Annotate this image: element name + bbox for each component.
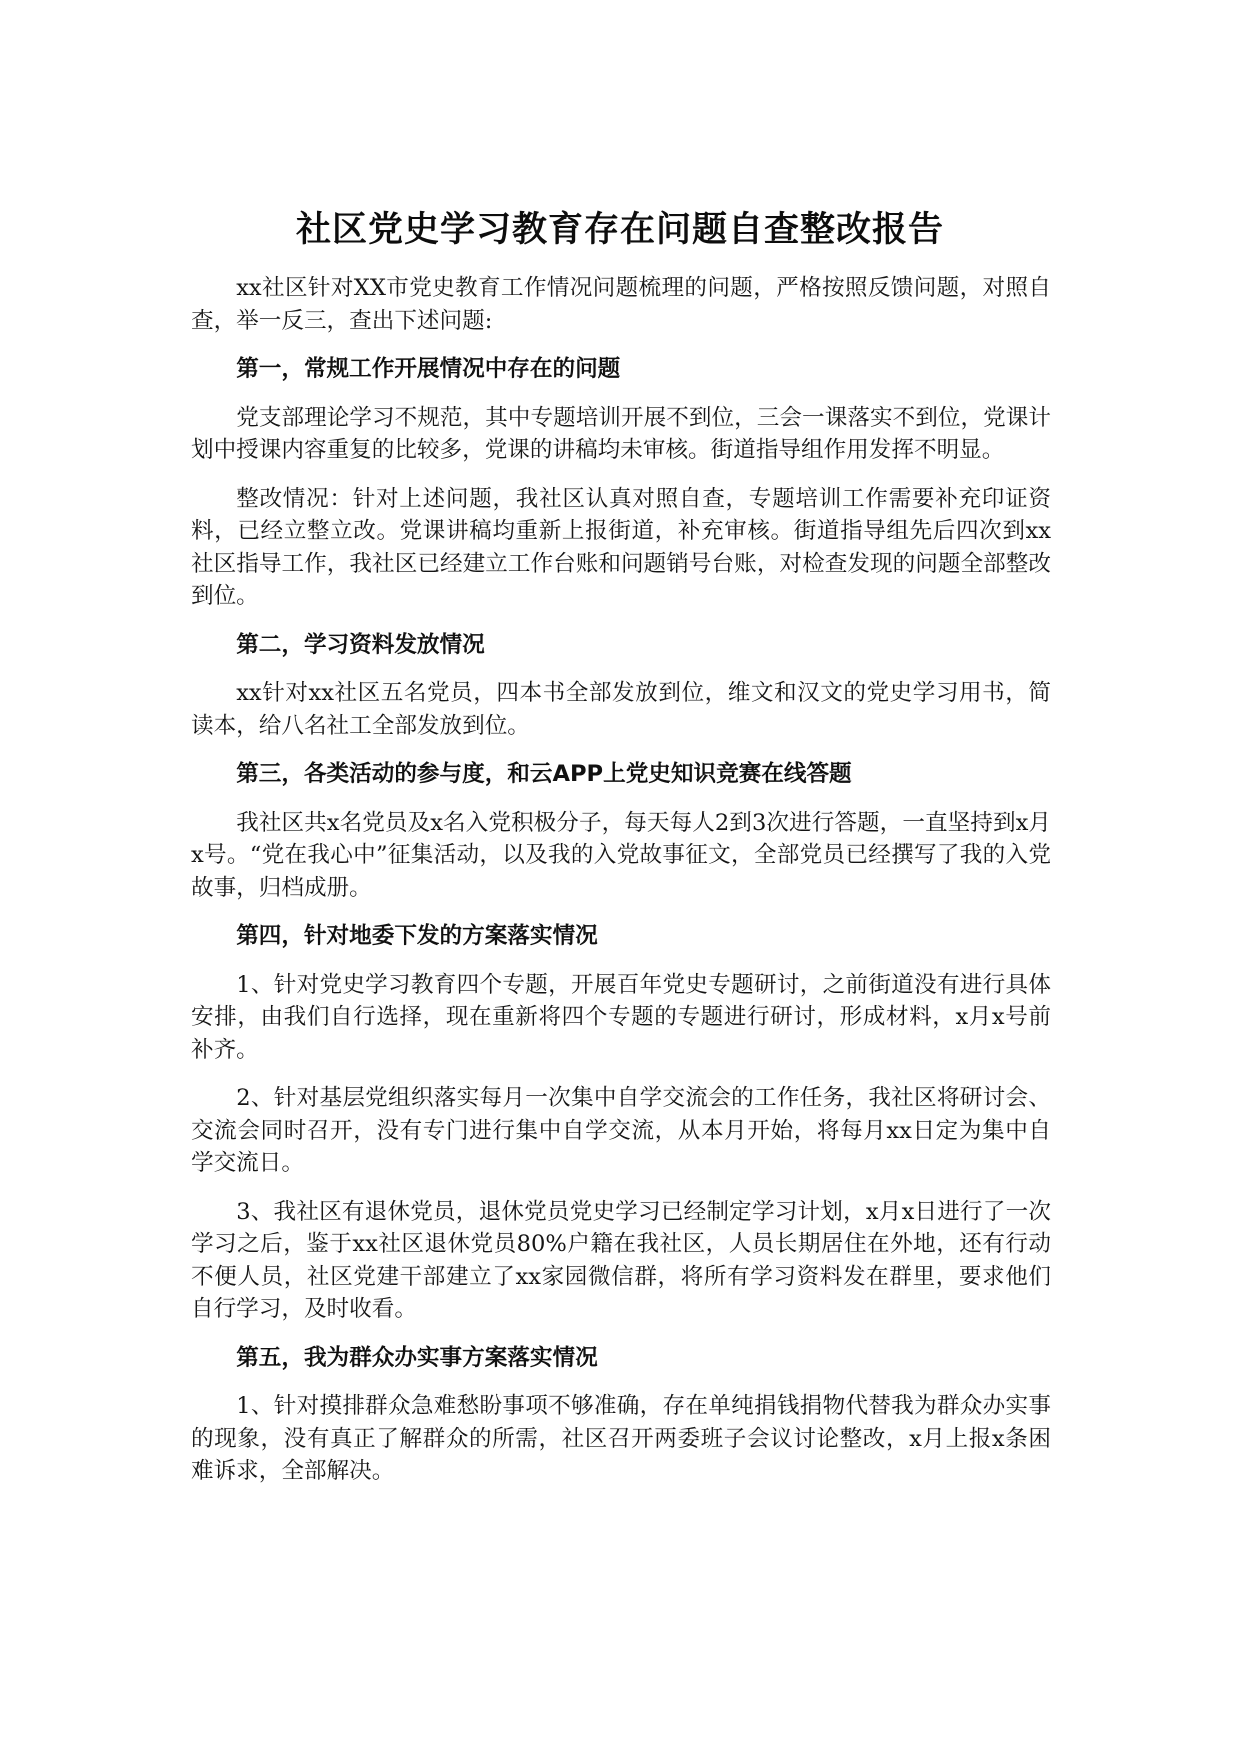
section-heading: 第四，针对地委下发的方案落实情况 xyxy=(236,923,598,949)
section-heading: 第三，各类活动的参与度，和云APP上党史知识竞赛在线答题 xyxy=(236,761,852,787)
intro-paragraph: xx社区针对XX市党史教育工作情况问题梳理的问题，严格按照反馈问题，对照自查，举一反三，查出下述问题: xyxy=(191,275,1051,334)
body-paragraph: 3、我社区有退休党员，退休党员党史学习已经制定学习计划，x月x日进行了一次学习之后，鉴于xx社区退休党员80%户籍在我社区，人员长期居住在外地，还有行动不便人员，社区党建干部建立了xx家园微信群，将所有学习资料发在群里，要求他们自行学习，及时收看。 xyxy=(191,1198,1051,1322)
section-heading: 第二，学习资料发放情况 xyxy=(236,631,485,658)
document-body xyxy=(191,272,1051,1504)
body-paragraph: 1、针对摸排群众急难愁盼事项不够准确，存在单纯捐钱捐物代替我为群众办实事的现象，没有真正了解群众的所需，社区召开两委班子会议讨论整改，x月上报x条困难诉求，全部解决。 xyxy=(191,1393,1051,1484)
body-paragraph: 2、针对基层党组织落实每月一次集中自学交流会的工作任务，我社区将研讨会、交流会同时召开，没有专门进行集中自学交流，从本月开始，将每月xx日定为集中自学交流日。 xyxy=(191,1085,1051,1176)
body-paragraph: 1、针对党史学习教育四个专题，开展百年党史专题研讨，之前街道没有进行具体安排，由我们自行选择，现在重新将四个专题的专题进行研讨，形成材料，x月x号前补齐。 xyxy=(191,971,1051,1063)
section-heading: 第一，常规工作开展情况中存在的问题 xyxy=(236,356,621,382)
body-paragraph: 党支部理论学习不规范，其中专题培训开展不到位，三会一课落实不到位，党课计划中授课内容重复的比较多，党课的讲稿均未审核。街道指导组作用发挥不明显。 xyxy=(191,404,1051,463)
section-heading: 第五，我为群众办实事方案落实情况 xyxy=(236,1344,598,1371)
document-title: 社区党史学习教育存在问题自查整改报告 xyxy=(295,210,944,250)
body-paragraph: 我社区共x名党员及x名入党积极分子，每天每人2到3次进行答题，一直坚持到x月x号。“党在我心中”征集活动，以及我的入党故事征文，全部党员已经撰写了我的入党故事，归档成册。 xyxy=(191,809,1051,901)
body-paragraph: 整改情况：针对上述问题，我社区认真对照自查，专题培训工作需要补充印证资料，已经立整立改。党课讲稿均重新上报街道，补充审核。街道指导组先后四次到xx社区指导工作，我社区已经建立工作台账和问题销号台账，对检查发现的问题全部整改到位。 xyxy=(191,485,1051,609)
body-paragraph: xx针对xx社区五名党员，四本书全部发放到位，维文和汉文的党史学习用书，简读本，给八名社工全部发放到位。 xyxy=(191,680,1051,739)
